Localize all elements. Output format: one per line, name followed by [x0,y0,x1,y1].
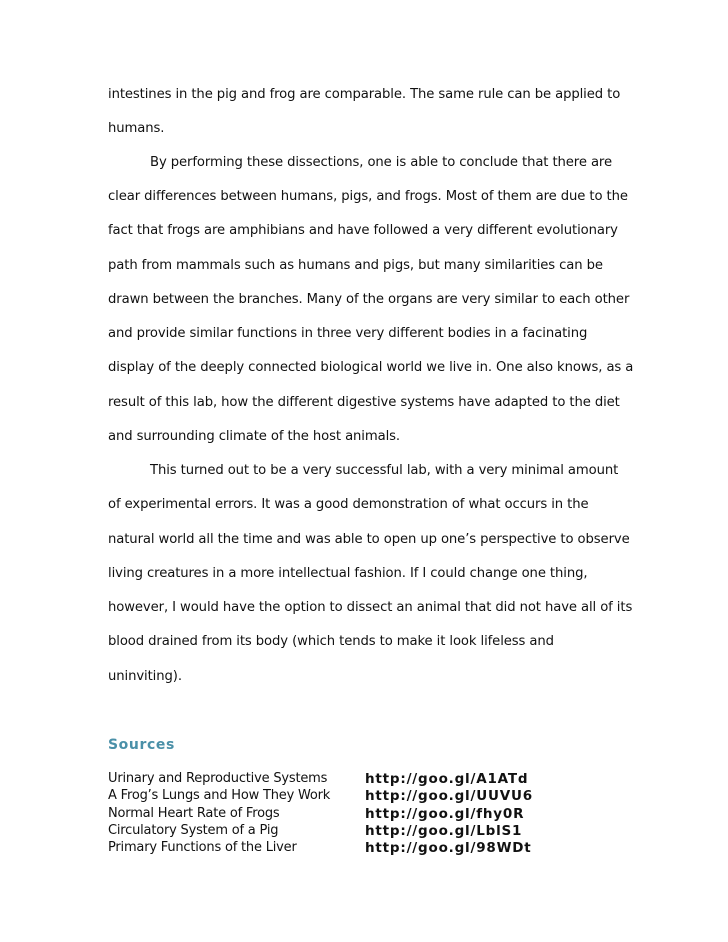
paragraph-start: This turned out to be a very successful lab, with a very minimal amount [150,463,619,478]
source-link[interactable]: http://goo.gl/UUVU6 [365,788,533,804]
body-line: clear differences between humans, pigs, and frogs. Most of them are due to the [108,189,628,204]
body-line: path from mammals such as humans and pigs, but many similarities can be [108,258,603,273]
source-title: Urinary and Reproductive Systems [108,771,328,786]
source-title: Primary Functions of the Liver [108,840,297,855]
source-link[interactable]: http://goo.gl/98WDt [365,840,532,856]
body-line: natural world all the time and was able to open up one’s perspective to observe [108,532,630,547]
body-line: and provide similar functions in three very different bodies in a facinating [108,326,588,341]
body-line: intestines in the pig and frog are comparable. The same rule can be applied to [108,87,621,102]
body-line: living creatures in a more intellectual fashion. If I could change one thing, [108,566,588,581]
source-link[interactable]: http://goo.gl/fhy0R [365,806,525,822]
source-link[interactable]: http://goo.gl/LblS1 [365,823,523,839]
body-line: display of the deeply connected biological world we live in. One also knows, as a [108,360,634,375]
body-line: uninviting). [108,669,182,684]
body-line: of experimental errors. It was a good demonstration of what occurs in the [108,497,589,512]
body-line: blood drained from its body (which tends to make it look lifeless and [108,634,554,649]
sources-heading: Sources [108,737,175,753]
body-line: and surrounding climate of the host animals. [108,429,401,444]
body-line: however, I would have the option to dissect an animal that did not have all of its [108,600,633,615]
body-line: humans. [108,121,165,136]
source-title: Normal Heart Rate of Frogs [108,806,280,821]
body-line: result of this lab, how the different digestive systems have adapted to the diet [108,395,620,410]
paragraph-start: By performing these dissections, one is able to conclude that there are [150,155,612,170]
body-line: drawn between the branches. Many of the organs are very similar to each other [108,292,630,307]
source-title: A Frog’s Lungs and How They Work [108,788,331,803]
source-link[interactable]: http://goo.gl/A1ATd [365,771,529,787]
body-line: fact that frogs are amphibians and have followed a very different evolutionary [108,223,618,238]
source-title: Circulatory System of a Pig [108,823,279,838]
